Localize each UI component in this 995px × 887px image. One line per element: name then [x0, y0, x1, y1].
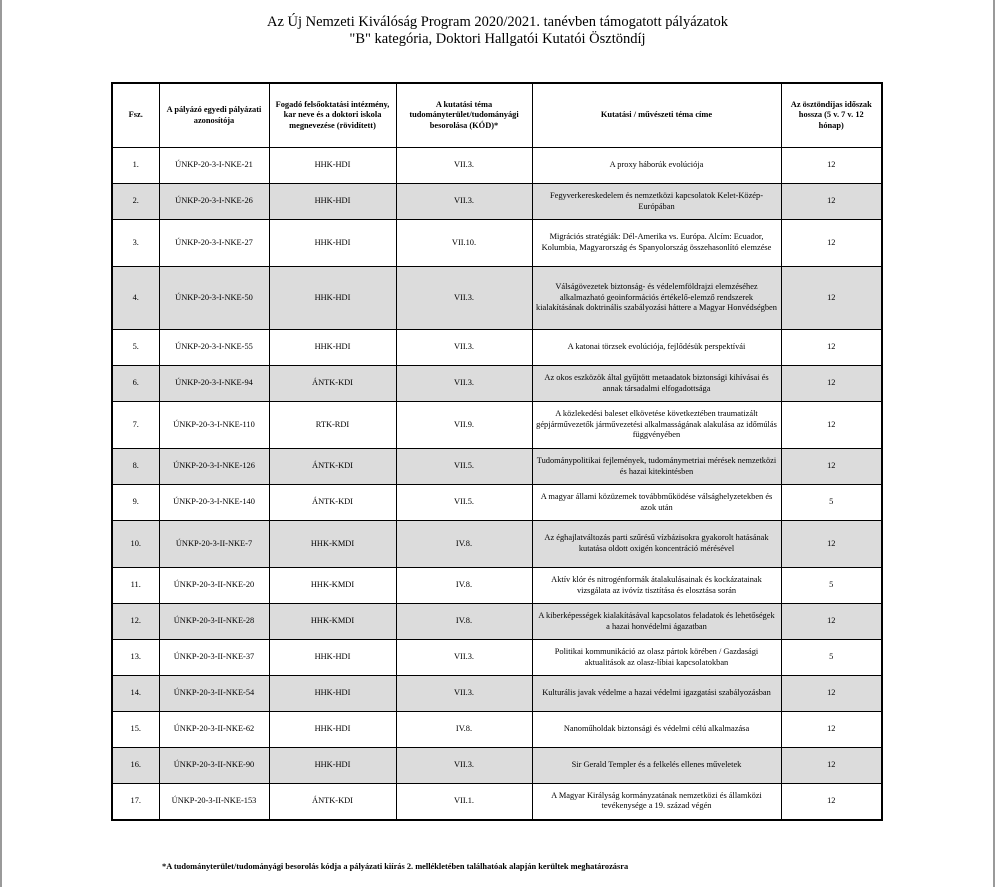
row-topic: Tudománypolitikai fejlemények, tudománymetriai mérések nemzetközi és hazai kitekintésben: [532, 449, 781, 485]
row-field-code: VII.10.: [396, 220, 532, 267]
row-institution: ÁNTK-KDI: [269, 784, 396, 820]
table-row: [112, 220, 882, 267]
row-institution: HHK-KMDI: [269, 521, 396, 568]
row-topic: Az okos eszközök által gyűjtött metaadatok biztonsági kihívásai és annak társadalmi elfogadottsága: [532, 366, 781, 402]
row-topic: Kulturális javak védelme a hazai védelmi igazgatási szabályozásban: [532, 676, 781, 712]
row-topic: A közlekedési baleset elkövetése következtében traumatizált gépjárművezetők járművezetési alkalmasságának alakulása az időmúlás függvényében: [532, 402, 781, 449]
row-institution: ÁNTK-KDI: [269, 366, 396, 402]
row-serial: 13.: [112, 640, 159, 676]
row-field-code: VII.5.: [396, 449, 532, 485]
row-serial: 16.: [112, 748, 159, 784]
row-field-code: VII.3.: [396, 366, 532, 402]
table-row: [112, 676, 882, 712]
row-field-code: VII.3.: [396, 184, 532, 220]
row-applicant-id: ÚNKP-20-3-I-NKE-50: [159, 267, 269, 330]
row-duration: 12: [781, 366, 882, 402]
row-field-code: VII.5.: [396, 485, 532, 521]
row-applicant-id: ÚNKP-20-3-I-NKE-55: [159, 330, 269, 366]
table-row: [112, 148, 882, 184]
table-row: [112, 784, 882, 820]
row-duration: 12: [781, 676, 882, 712]
header-applicant-id: A pályázó egyedi pályázati azonosítója: [159, 83, 269, 148]
row-applicant-id: ÚNKP-20-3-II-NKE-37: [159, 640, 269, 676]
row-serial: 3.: [112, 220, 159, 267]
row-institution: HHK-KMDI: [269, 604, 396, 640]
row-duration: 12: [781, 330, 882, 366]
row-serial: 15.: [112, 712, 159, 748]
row-topic: A magyar állami közüzemek továbbműködése válsághelyzetekben és azok után: [532, 485, 781, 521]
row-field-code: IV.8.: [396, 604, 532, 640]
row-field-code: VII.3.: [396, 748, 532, 784]
row-applicant-id: ÚNKP-20-3-I-NKE-110: [159, 402, 269, 449]
header-field-code: A kutatási téma tudományterület/tudományági besorolása (KÓD)*: [396, 83, 532, 148]
row-field-code: IV.8.: [396, 521, 532, 568]
row-serial: 4.: [112, 267, 159, 330]
row-applicant-id: ÚNKP-20-3-II-NKE-54: [159, 676, 269, 712]
row-field-code: VII.3.: [396, 676, 532, 712]
row-field-code: VII.1.: [396, 784, 532, 820]
row-serial: 2.: [112, 184, 159, 220]
row-duration: 12: [781, 148, 882, 184]
row-topic: Sir Gerald Templer és a felkelés ellenes műveletek: [532, 748, 781, 784]
row-field-code: IV.8.: [396, 568, 532, 604]
table-row: [112, 604, 882, 640]
table-header-row: [112, 83, 882, 148]
row-duration: 12: [781, 748, 882, 784]
row-duration: 12: [781, 267, 882, 330]
row-serial: 8.: [112, 449, 159, 485]
row-topic: A Magyar Királyság kormányzatának nemzetközi és államközi tevékenysége a 19. század végén: [532, 784, 781, 820]
row-applicant-id: ÚNKP-20-3-II-NKE-7: [159, 521, 269, 568]
row-institution: HHK-HDI: [269, 267, 396, 330]
row-serial: 14.: [112, 676, 159, 712]
row-applicant-id: ÚNKP-20-3-I-NKE-140: [159, 485, 269, 521]
table-row: [112, 184, 882, 220]
row-institution: RTK-RDI: [269, 402, 396, 449]
row-institution: HHK-HDI: [269, 712, 396, 748]
row-applicant-id: ÚNKP-20-3-I-NKE-94: [159, 366, 269, 402]
row-institution: ÁNTK-KDI: [269, 449, 396, 485]
row-topic: Az éghajlatváltozás parti szűrésű vízbázisokra gyakorolt hatásának kutatása oldott oxigén koncentráció mérésével: [532, 521, 781, 568]
row-serial: 17.: [112, 784, 159, 820]
page-edge-left: [0, 0, 2, 887]
table-row: [112, 712, 882, 748]
row-topic: A proxy háborúk evolúciója: [532, 148, 781, 184]
table-row: [112, 640, 882, 676]
row-topic: Politikai kommunikáció az olasz pártok körében / Gazdasági aktualitások az olasz-líbiai kapcsolatokban: [532, 640, 781, 676]
row-duration: 12: [781, 521, 882, 568]
row-serial: 5.: [112, 330, 159, 366]
header-institution: Fogadó felsőoktatási intézmény, kar neve és a doktori iskola megnevezése (rövidített): [269, 83, 396, 148]
row-topic: Nanoműholdak biztonsági és védelmi célú alkalmazása: [532, 712, 781, 748]
row-serial: 6.: [112, 366, 159, 402]
row-institution: HHK-HDI: [269, 220, 396, 267]
row-applicant-id: ÚNKP-20-3-II-NKE-153: [159, 784, 269, 820]
row-applicant-id: ÚNKP-20-3-II-NKE-20: [159, 568, 269, 604]
table-row: [112, 748, 882, 784]
row-duration: 12: [781, 449, 882, 485]
header-duration: Az ösztöndíjas időszak hossza (5 v. 7 v. 12 hónap): [781, 83, 882, 148]
table-row: [112, 485, 882, 521]
row-duration: 12: [781, 604, 882, 640]
table-row: [112, 330, 882, 366]
row-institution: HHK-HDI: [269, 640, 396, 676]
scholarship-table: [111, 82, 883, 821]
row-applicant-id: ÚNKP-20-3-I-NKE-26: [159, 184, 269, 220]
row-serial: 12.: [112, 604, 159, 640]
document-subtitle: "B" kategória, Doktori Hallgatói Kutatói Ösztöndíj: [349, 31, 646, 47]
row-serial: 7.: [112, 402, 159, 449]
row-institution: HHK-KMDI: [269, 568, 396, 604]
row-duration: 5: [781, 640, 882, 676]
footnote: *A tudományterület/tudományági besorolás kódja a pályázati kiírás 2. mellékletében találhatóak alapján kerültek meghatározásra: [162, 862, 629, 871]
row-topic: Aktív klór és nitrogénformák átalakulásainak és kockázatainak vizsgálata az ivóvíz tisztítása és elosztása során: [532, 568, 781, 604]
table-row: [112, 521, 882, 568]
row-applicant-id: ÚNKP-20-3-I-NKE-21: [159, 148, 269, 184]
row-applicant-id: ÚNKP-20-3-II-NKE-90: [159, 748, 269, 784]
header-serial: Fsz.: [112, 83, 159, 148]
row-institution: HHK-HDI: [269, 676, 396, 712]
row-duration: 5: [781, 485, 882, 521]
row-serial: 11.: [112, 568, 159, 604]
row-duration: 5: [781, 568, 882, 604]
row-applicant-id: ÚNKP-20-3-I-NKE-27: [159, 220, 269, 267]
row-topic: Válságövezetek biztonság- és védelemföldrajzi elemzéséhez alkalmazható geoinformációs értékelő-elemző rendszerek kialakításának doktrinális szabályozási háttere a Magyar Honvédségben: [532, 267, 781, 330]
row-topic: A kiberképességek kialakításával kapcsolatos feladatok és lehetőségek a hazai honvédelmi ágazatban: [532, 604, 781, 640]
row-applicant-id: ÚNKP-20-3-II-NKE-62: [159, 712, 269, 748]
table-row: [112, 449, 882, 485]
table-row: [112, 267, 882, 330]
row-duration: 12: [781, 220, 882, 267]
row-duration: 12: [781, 184, 882, 220]
row-field-code: VII.3.: [396, 640, 532, 676]
row-institution: HHK-HDI: [269, 330, 396, 366]
row-duration: 12: [781, 712, 882, 748]
row-serial: 10.: [112, 521, 159, 568]
table-row: [112, 568, 882, 604]
table-row: [112, 402, 882, 449]
row-serial: 9.: [112, 485, 159, 521]
row-serial: 1.: [112, 148, 159, 184]
row-topic: A katonai törzsek evolúciója, fejlődésük perspektívái: [532, 330, 781, 366]
row-field-code: IV.8.: [396, 712, 532, 748]
row-duration: 12: [781, 402, 882, 449]
row-institution: HHK-HDI: [269, 184, 396, 220]
header-topic: Kutatási / művészeti téma címe: [532, 83, 781, 148]
row-topic: Fegyverkereskedelem és nemzetközi kapcsolatok Kelet-Közép-Európában: [532, 184, 781, 220]
row-field-code: VII.9.: [396, 402, 532, 449]
row-field-code: VII.3.: [396, 330, 532, 366]
document-title: Az Új Nemzeti Kiválóság Program 2020/2021. tanévben támogatott pályázatok: [266, 14, 729, 30]
row-institution: HHK-HDI: [269, 748, 396, 784]
table-row: [112, 366, 882, 402]
row-institution: HHK-HDI: [269, 148, 396, 184]
row-topic: Migrációs stratégiák: Dél-Amerika vs. Európa. Alcím: Ecuador, Kolumbia, Magyarország és Spanyolország összehasonlító elemzése: [532, 220, 781, 267]
row-applicant-id: ÚNKP-20-3-II-NKE-28: [159, 604, 269, 640]
row-applicant-id: ÚNKP-20-3-I-NKE-126: [159, 449, 269, 485]
row-field-code: VII.3.: [396, 267, 532, 330]
row-field-code: VII.3.: [396, 148, 532, 184]
row-institution: ÁNTK-KDI: [269, 485, 396, 521]
row-duration: 12: [781, 784, 882, 820]
